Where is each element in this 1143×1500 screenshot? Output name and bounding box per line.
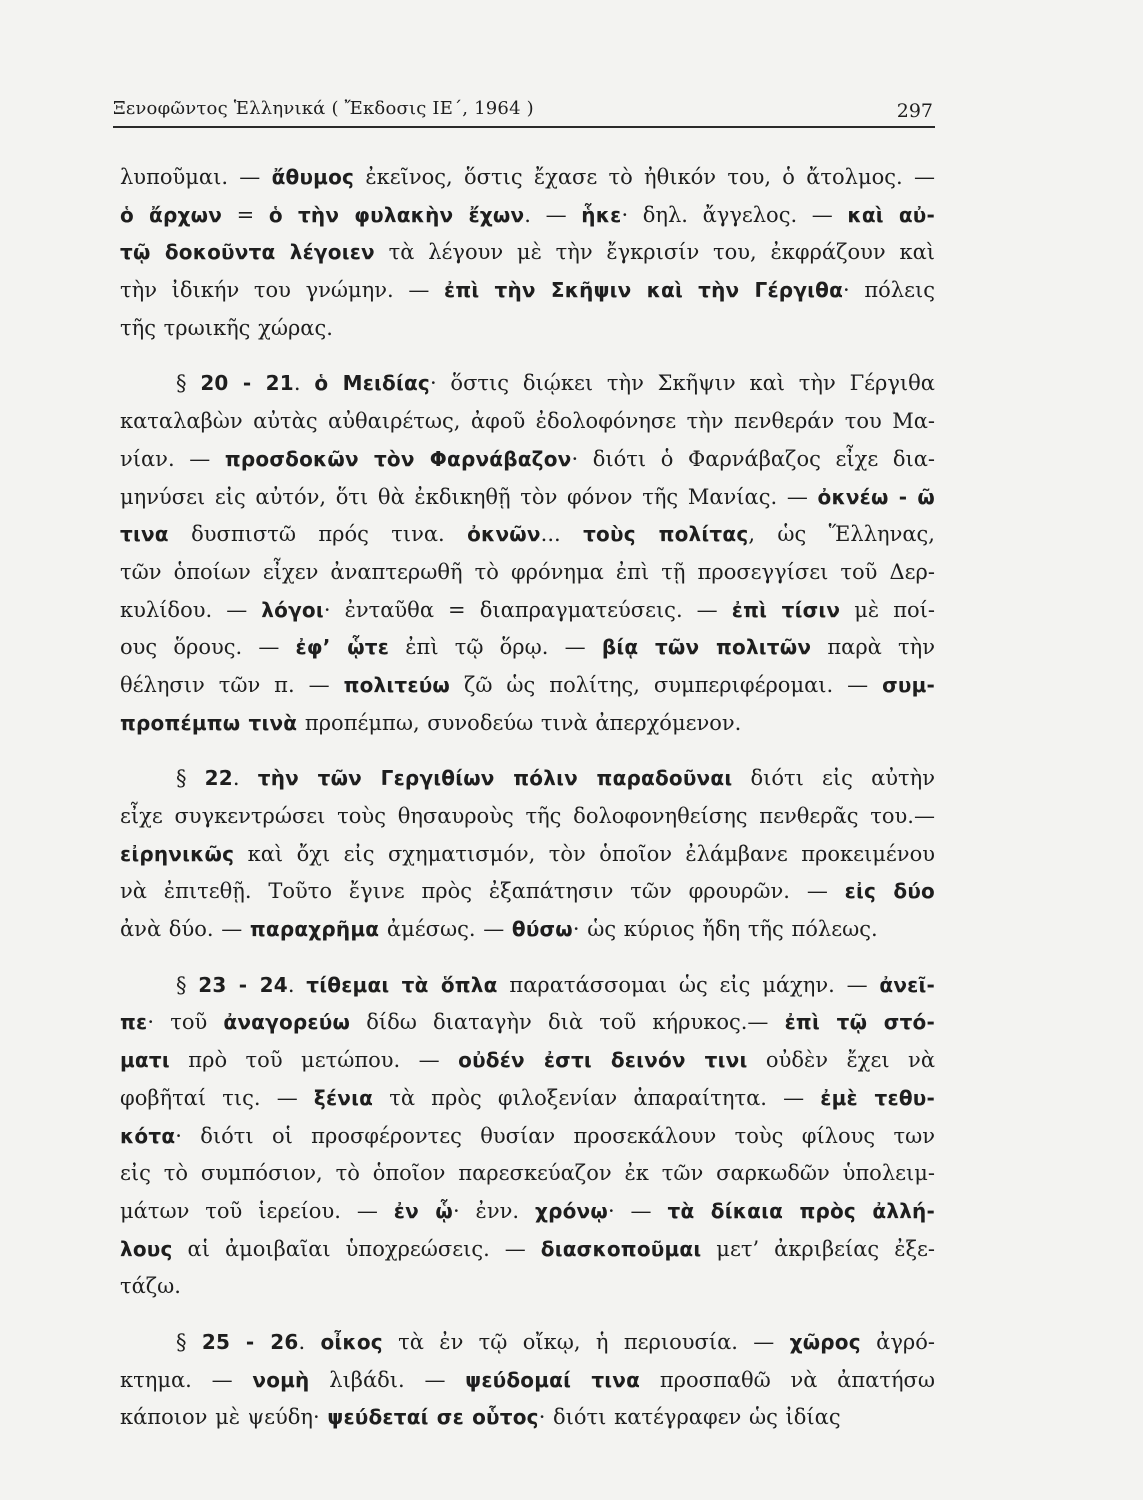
text-line: [120, 197, 935, 235]
gloss-text: §: [176, 371, 201, 396]
paragraph: [120, 1324, 935, 1437]
gloss-text: μάτων τοῦ ἱερείου. —: [120, 1198, 394, 1223]
gloss-text: · ἐνν.: [452, 1198, 535, 1223]
gloss-text: καὶ ὄχι εἰς σχηματισμόν, τὸν ὁποῖον ἐλάμβανε προκειμένου: [234, 841, 935, 866]
lemma: συμ-: [882, 672, 935, 697]
paragraph: [120, 760, 935, 948]
lemma: εἰρηνικῶς: [120, 841, 235, 866]
lemma: ἀναγορεύω: [223, 1010, 351, 1035]
lemma: διασκοποῦμαι: [540, 1236, 702, 1261]
text-line: [120, 365, 935, 403]
gloss-text: δυσπιστῶ πρός τινα.: [168, 522, 468, 547]
gloss-text: §: [176, 1329, 202, 1354]
lemma: ἀνεῖ-: [879, 972, 935, 997]
lemma: προσδοκῶν τὸν Φαρνάβαζον: [224, 446, 572, 471]
gloss-text: ἀμέσως. —: [379, 917, 512, 942]
gloss-text: · διότι ὁ Φαρνάβαζος εἶχε δια-: [571, 446, 935, 471]
lemma: χρόνῳ: [534, 1198, 608, 1223]
gloss-text: κτημα. —: [120, 1367, 253, 1392]
lemma: 22: [204, 766, 233, 791]
text-line: [120, 629, 935, 667]
lemma: οὐδέν ἐστι δεινόν τινι: [458, 1048, 748, 1073]
gloss-text: .: [293, 371, 315, 396]
text-line: [120, 1042, 935, 1080]
text-line: [120, 1362, 935, 1400]
text-line: [120, 479, 935, 517]
gloss-text: εἰς τὸ συμπόσιον, τὸ ὁποῖον παρεσκεύαζον ἐκ τῶν σαρκωδῶν ὑπολειμ-: [120, 1161, 935, 1186]
gloss-text: μετ’ ἀκριβείας ἐξε-: [701, 1236, 935, 1261]
gloss-text: κάποιον μὲ ψεύδη·: [120, 1405, 328, 1430]
paragraph: [120, 365, 935, 742]
running-title: Ξενοφῶντος Ἑλληνικά ( Ἔκδοσις ΙΕ΄, 1964 ): [113, 98, 534, 119]
lemma: ὀκνέω - ῶ: [817, 484, 935, 509]
page-number: 297: [896, 100, 933, 122]
text-line: [120, 1324, 935, 1362]
gloss-text: κυλίδου. —: [120, 597, 262, 622]
gloss-text: .: [287, 972, 307, 997]
gloss-text: ...: [540, 522, 584, 547]
lemma: οἶκος: [320, 1329, 383, 1354]
lemma: ἐπὶ τίσιν: [731, 597, 841, 622]
lemma: προπέμπω τινὰ: [120, 710, 298, 735]
lemma: ἐφ’ ᾧτε: [295, 635, 390, 660]
text-line: [120, 1155, 935, 1193]
gloss-text: · διότι κατέγραφεν ὡς ἰδίας: [538, 1405, 841, 1430]
gloss-text: . —: [524, 202, 582, 227]
text-line: [120, 967, 935, 1005]
gloss-text: λυποῦμαι. —: [120, 165, 272, 189]
gloss-text: διότι εἰς αὐτὴν: [732, 766, 935, 791]
lemma: ὁ τὴν φυλακὴν ἔχων: [268, 202, 525, 227]
text-line: [120, 516, 935, 554]
gloss-text: νὰ ἐπιτεθῇ. Τοῦτο ἔγινε πρὸς ἐξαπάτησιν τῶν φρουρῶν. —: [120, 879, 845, 904]
lemma: λόγοι: [261, 597, 324, 622]
lemma: εἰς δύο: [844, 879, 935, 904]
lemma: ὁ ἄρχων: [120, 202, 223, 227]
lemma: παραχρῆμα: [249, 917, 380, 942]
gloss-text: τάζω.: [120, 1274, 181, 1299]
text-line: [120, 873, 935, 911]
text-line: [120, 1080, 935, 1118]
lemma: ψεύδομαί τινα: [465, 1367, 641, 1392]
lemma: πολιτεύω: [343, 672, 450, 697]
gloss-text: .: [232, 766, 258, 791]
gloss-text: μὲ ποί-: [840, 597, 935, 622]
page-header: [113, 92, 935, 128]
gloss-text: ἀγρό-: [860, 1329, 935, 1354]
text-line: [120, 1268, 935, 1306]
text-line: [120, 234, 935, 272]
gloss-text: τὴν ἰδικήν του γνώμην. —: [120, 278, 445, 303]
gloss-text: παρατάσσομαι ὡς εἰς μάχην. —: [497, 972, 880, 997]
gloss-text: οὐδὲν ἔχει νὰ: [747, 1048, 935, 1073]
text-line: [120, 272, 935, 310]
gloss-text: ους ὅρους. —: [120, 635, 296, 660]
paragraph-gap: [120, 347, 935, 365]
lemma: ὁ Μειδίας: [314, 371, 430, 396]
lemma: τίθεμαι τὰ ὅπλα: [306, 972, 498, 997]
lemma: ἐμὲ τεθυ-: [820, 1085, 935, 1110]
text-line: [120, 1193, 935, 1231]
gloss-text: τῶν ὁποίων εἶχεν ἀναπτερωθῆ τὸ φρόνημα ἐπὶ τῇ προσεγγίσει τοῦ Δερ-: [120, 559, 935, 584]
gloss-text: θέλησιν τῶν π. —: [120, 672, 344, 697]
text-line: [120, 310, 935, 348]
gloss-text: καταλαβὼν αὐτὰς αὐθαιρέτως, ἀφοῦ ἐδολοφόνησε τὴν πενθεράν του Μα-: [120, 409, 935, 434]
text-line: [120, 798, 935, 836]
lemma: καὶ αὐ-: [847, 202, 935, 227]
lemma: βίᾳ τῶν πολιτῶν: [601, 635, 812, 660]
lemma: 25 - 26: [201, 1329, 299, 1354]
gloss-text: , ὡς Ἕλληνας,: [748, 522, 935, 547]
lemma: τὴν τῶν Γεργιθίων πόλιν παραδοῦναι: [257, 766, 733, 791]
paragraph-gap: [120, 1306, 935, 1324]
text-line: [120, 1004, 935, 1042]
lemma: ὀκνῶν: [467, 522, 541, 547]
gloss-text: φοβῆταί τις. —: [120, 1085, 314, 1110]
gloss-text: πρὸ τοῦ μετώπου. —: [169, 1048, 459, 1073]
gloss-text: · τοῦ: [147, 1010, 224, 1035]
gloss-text: τὰ ἐν τῷ οἴκῳ, ἡ περιουσία. —: [382, 1329, 790, 1354]
text-line: [120, 705, 935, 743]
lemma: θύσω: [511, 917, 573, 942]
gloss-text: νίαν. —: [120, 446, 225, 471]
gloss-text: .: [298, 1329, 321, 1354]
text-line: [120, 1231, 935, 1269]
gloss-text: παρὰ τὴν: [811, 635, 935, 660]
lemma: τινα: [120, 522, 169, 547]
gloss-text: προπέμπω, συνοδεύω τινὰ ἀπερχόμενον.: [297, 710, 742, 735]
gloss-text: δίδω διαταγὴν διὰ τοῦ κήρυκος.—: [350, 1010, 785, 1035]
gloss-text: · διότι οἱ προσφέροντες θυσίαν προσεκάλουν τοὺς φίλους των: [175, 1123, 935, 1148]
text-line: [120, 1118, 935, 1156]
lemma: τῷ δοκοῦντα λέγοιεν: [120, 240, 375, 265]
lemma: ἐν ᾧ: [393, 1198, 453, 1223]
lemma: χῶρος: [789, 1329, 861, 1354]
text-line: [120, 441, 935, 479]
lemma: ματι: [120, 1048, 170, 1073]
gloss-text: · δηλ. ἄγγελος. —: [621, 202, 848, 227]
lemma: ἐπὶ τῷ στό-: [784, 1010, 935, 1035]
commentary-text: [120, 159, 935, 1437]
lemma: κότα: [120, 1123, 176, 1148]
lemma: ξένια: [313, 1085, 374, 1110]
text-line: [120, 159, 935, 197]
lemma: 23 - 24: [198, 972, 288, 997]
gloss-text: προσπαθῶ νὰ ἀπατήσω: [640, 1367, 935, 1392]
lemma: πε: [120, 1010, 148, 1035]
text-line: [120, 592, 935, 630]
gloss-text: ἐκεῖνος, ὅστις ἔχασε τὸ ἠθικόν του, ὁ ἄτολμος. —: [354, 165, 935, 189]
paragraph-gap: [120, 742, 935, 760]
gloss-text: αἱ ἀμοιβαῖαι ὑποχρεώσεις. —: [172, 1236, 541, 1261]
gloss-text: λιβάδι. —: [309, 1367, 466, 1392]
gloss-text: ζῶ ὡς πολίτης, συμπεριφέρομαι. —: [450, 672, 883, 697]
lemma: ἧκε: [581, 202, 622, 227]
lemma: νομὴ: [252, 1367, 310, 1392]
lemma: λους: [120, 1236, 173, 1261]
gloss-text: τὰ πρὸς φιλοξενίαν ἀπαραίτητα. —: [373, 1085, 821, 1110]
gloss-text: · ἐνταῦθα = διαπραγματεύσεις. —: [323, 597, 732, 622]
gloss-text: =: [222, 202, 269, 227]
lemma: 20 - 21: [200, 371, 294, 396]
gloss-text: · ὡς κύριος ἤδη τῆς πόλεως.: [572, 917, 878, 942]
text-line: [120, 760, 935, 798]
text-line: [120, 403, 935, 441]
lemma: τοὺς πολίτας: [583, 522, 749, 547]
text-line: [120, 554, 935, 592]
gloss-text: μηνύσει εἰς αὐτόν, ὅτι θὰ ἐκδικηθῇ τὸν φόνον τῆς Μανίας. —: [120, 484, 818, 509]
text-line: [120, 836, 935, 874]
gloss-text: §: [176, 766, 205, 791]
gloss-text: §: [176, 972, 199, 997]
gloss-text: ἀνὰ δύο. —: [120, 917, 250, 942]
gloss-text: · ὅστις διῴκει τὴν Σκῆψιν καὶ τὴν Γέργιθα: [429, 371, 935, 396]
gloss-text: ἐπὶ τῷ ὅρῳ. —: [389, 635, 602, 660]
gloss-text: εἶχε συγκεντρώσει τοὺς θησαυροὺς τῆς δολοφονηθείσης πενθερᾶς του.—: [120, 804, 935, 828]
lemma: τὰ δίκαια πρὸς ἀλλή-: [667, 1198, 935, 1223]
gloss-text: · —: [607, 1198, 668, 1223]
paragraph: [120, 967, 935, 1306]
text-line: [120, 911, 935, 949]
gloss-text: · πόλεις: [843, 278, 935, 303]
lemma: ψεύδεταί σε οὗτος: [327, 1405, 539, 1430]
lemma: ἄθυμος: [271, 165, 355, 189]
paragraph-gap: [120, 949, 935, 967]
paragraph: [120, 159, 935, 347]
lemma: ἐπὶ τὴν Σκῆψιν καὶ τὴν Γέργιθα: [444, 278, 844, 303]
gloss-text: τῆς τρωικῆς χώρας.: [120, 315, 333, 340]
gloss-text: τὰ λέγουν μὲ τὴν ἔγκρισίν του, ἐκφράζουν καὶ: [374, 240, 935, 265]
text-line: [120, 1399, 935, 1437]
text-line: [120, 667, 935, 705]
